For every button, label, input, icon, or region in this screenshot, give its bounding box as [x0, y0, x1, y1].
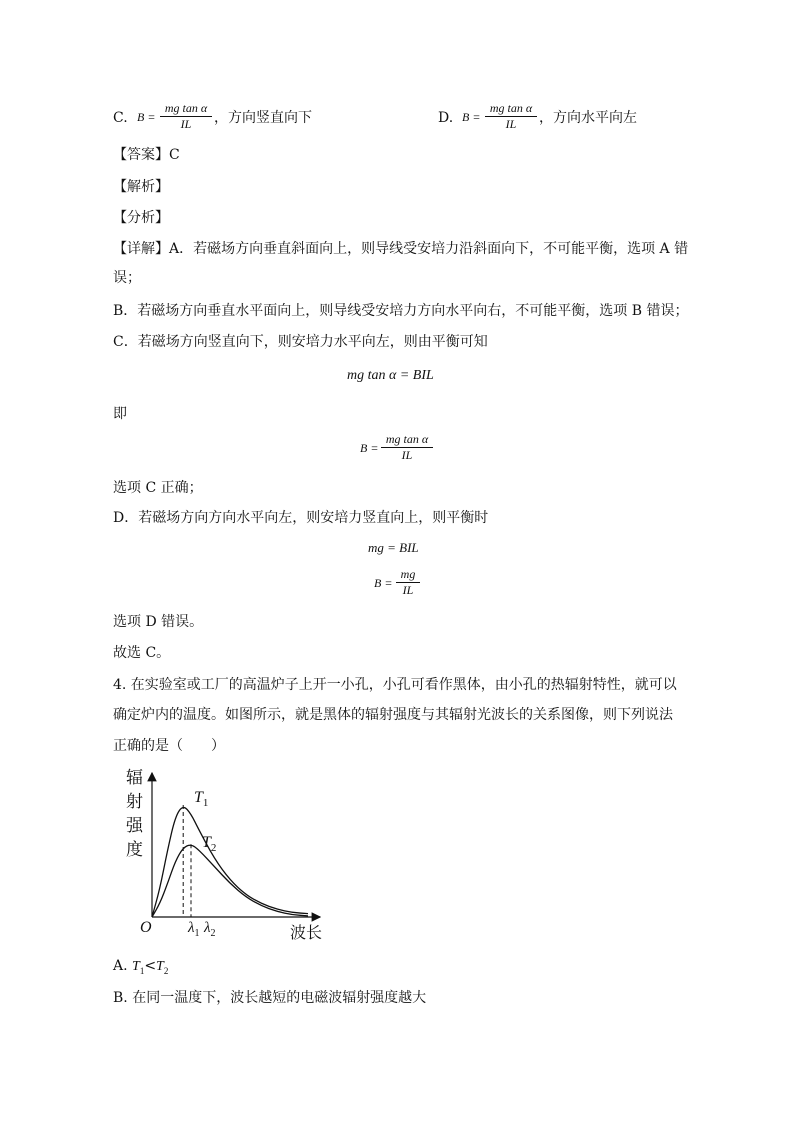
- detail-line-6: 选项 D 错误。: [113, 614, 204, 630]
- fenxi-tag: 【分析】: [113, 210, 169, 226]
- option-c-denominator: IL: [180, 117, 192, 131]
- origin-label: O: [140, 919, 152, 936]
- option-c-fraction: [160, 101, 212, 132]
- equation-2-lhs: B =: [360, 441, 379, 455]
- detail-line-2: B．若磁场方向垂直水平面向上，则导线受安培力方向水平向右，不可能平衡，选项 B 错误；: [113, 303, 689, 319]
- option-c-label: C.: [113, 110, 128, 126]
- option-c-numerator: mg tan α: [160, 101, 212, 117]
- equation-3: mg = BIL: [368, 540, 419, 555]
- blackbody-radiation-chart: [108, 765, 348, 945]
- option-c-lhs: B =: [137, 110, 156, 124]
- label-t1: $T_1$: [194, 789, 209, 809]
- equation-2-fraction: [381, 432, 433, 463]
- answer-line: [113, 145, 180, 165]
- choice-a-operator: <: [144, 958, 157, 974]
- detail-tag: 【详解】: [113, 241, 169, 257]
- x-tick-lambda-2: $\lambda_2$: [204, 920, 216, 939]
- label-t2: $T_2$: [202, 834, 217, 854]
- equation-4-denominator: IL: [402, 583, 414, 597]
- detail-line-1-text: A．若磁场方向垂直斜面向上，则导线受安培力沿斜面向下，不可能平衡，选项 A 错: [169, 241, 689, 257]
- equation-4-numerator: mg: [396, 567, 420, 583]
- detail-line-4: 选项 C 正确；: [113, 480, 203, 496]
- option-d-fraction: [485, 101, 537, 132]
- choice-a-t1: $T_1$: [132, 959, 145, 976]
- question-4-line-1: 4. 在实验室或工厂的高温炉子上开一小孔，小孔可看作黑体，由小孔的热辐射特性，就可以: [113, 677, 677, 693]
- question-4-line-3: 正确的是（ ）: [113, 738, 225, 754]
- detail-line-3: C．若磁场方向竖直向下，则安培力水平向左，则由平衡可知: [113, 334, 488, 350]
- x-axis-label: 波长: [290, 925, 323, 942]
- ji-text: 即: [113, 406, 127, 422]
- option-c-text: ，方向竖直向下: [214, 110, 312, 126]
- option-d-label: D.: [438, 110, 454, 126]
- y-axis-label-char-1: 辐: [126, 768, 143, 787]
- choice-a-label: A.: [113, 958, 128, 974]
- detail-line-1: [113, 239, 688, 259]
- detail-line-7: 故选 C。: [113, 645, 171, 661]
- detail-line-5: D．若磁场方向方向水平向左，则安培力竖直向上，则平衡时: [113, 510, 489, 526]
- detail-line-1b: 误；: [113, 270, 141, 286]
- option-d-text: ，方向水平向左: [539, 110, 637, 126]
- equation-2-numerator: mg tan α: [381, 432, 433, 448]
- choice-a[interactable]: [113, 956, 168, 981]
- y-axis-label-char-3: 强: [126, 816, 143, 835]
- answer-value: C: [169, 147, 180, 163]
- equation-1: mg tan α = BIL: [347, 368, 434, 383]
- x-tick-lambda-1: $\lambda_1$: [188, 920, 200, 939]
- choice-a-t2: $T_2$: [156, 959, 169, 976]
- y-axis-label-char-2: 射: [126, 792, 143, 811]
- question-4-line-2: 确定炉内的温度。如图所示，就是黑体的辐射强度与其辐射光波长的关系图像，则下列说法: [113, 707, 673, 723]
- label-t2-sub: 2: [210, 842, 217, 854]
- option-d-denominator: IL: [505, 117, 517, 131]
- label-t1-sub: 1: [202, 797, 209, 809]
- y-axis-label-char-4: 度: [126, 840, 143, 859]
- answer-tag: 【答案】: [113, 147, 169, 163]
- equation-4-lhs: B =: [374, 576, 393, 590]
- choice-b[interactable]: B. 在同一温度下，波长越短的电磁波辐射强度越大: [113, 990, 427, 1006]
- option-d-lhs: B =: [462, 110, 481, 124]
- equation-2-denominator: IL: [401, 448, 413, 462]
- option-d-numerator: mg tan α: [485, 101, 537, 117]
- curve-t2: [152, 845, 308, 917]
- analysis-tag: 【解析】: [113, 179, 169, 195]
- equation-4-fraction: [396, 567, 420, 598]
